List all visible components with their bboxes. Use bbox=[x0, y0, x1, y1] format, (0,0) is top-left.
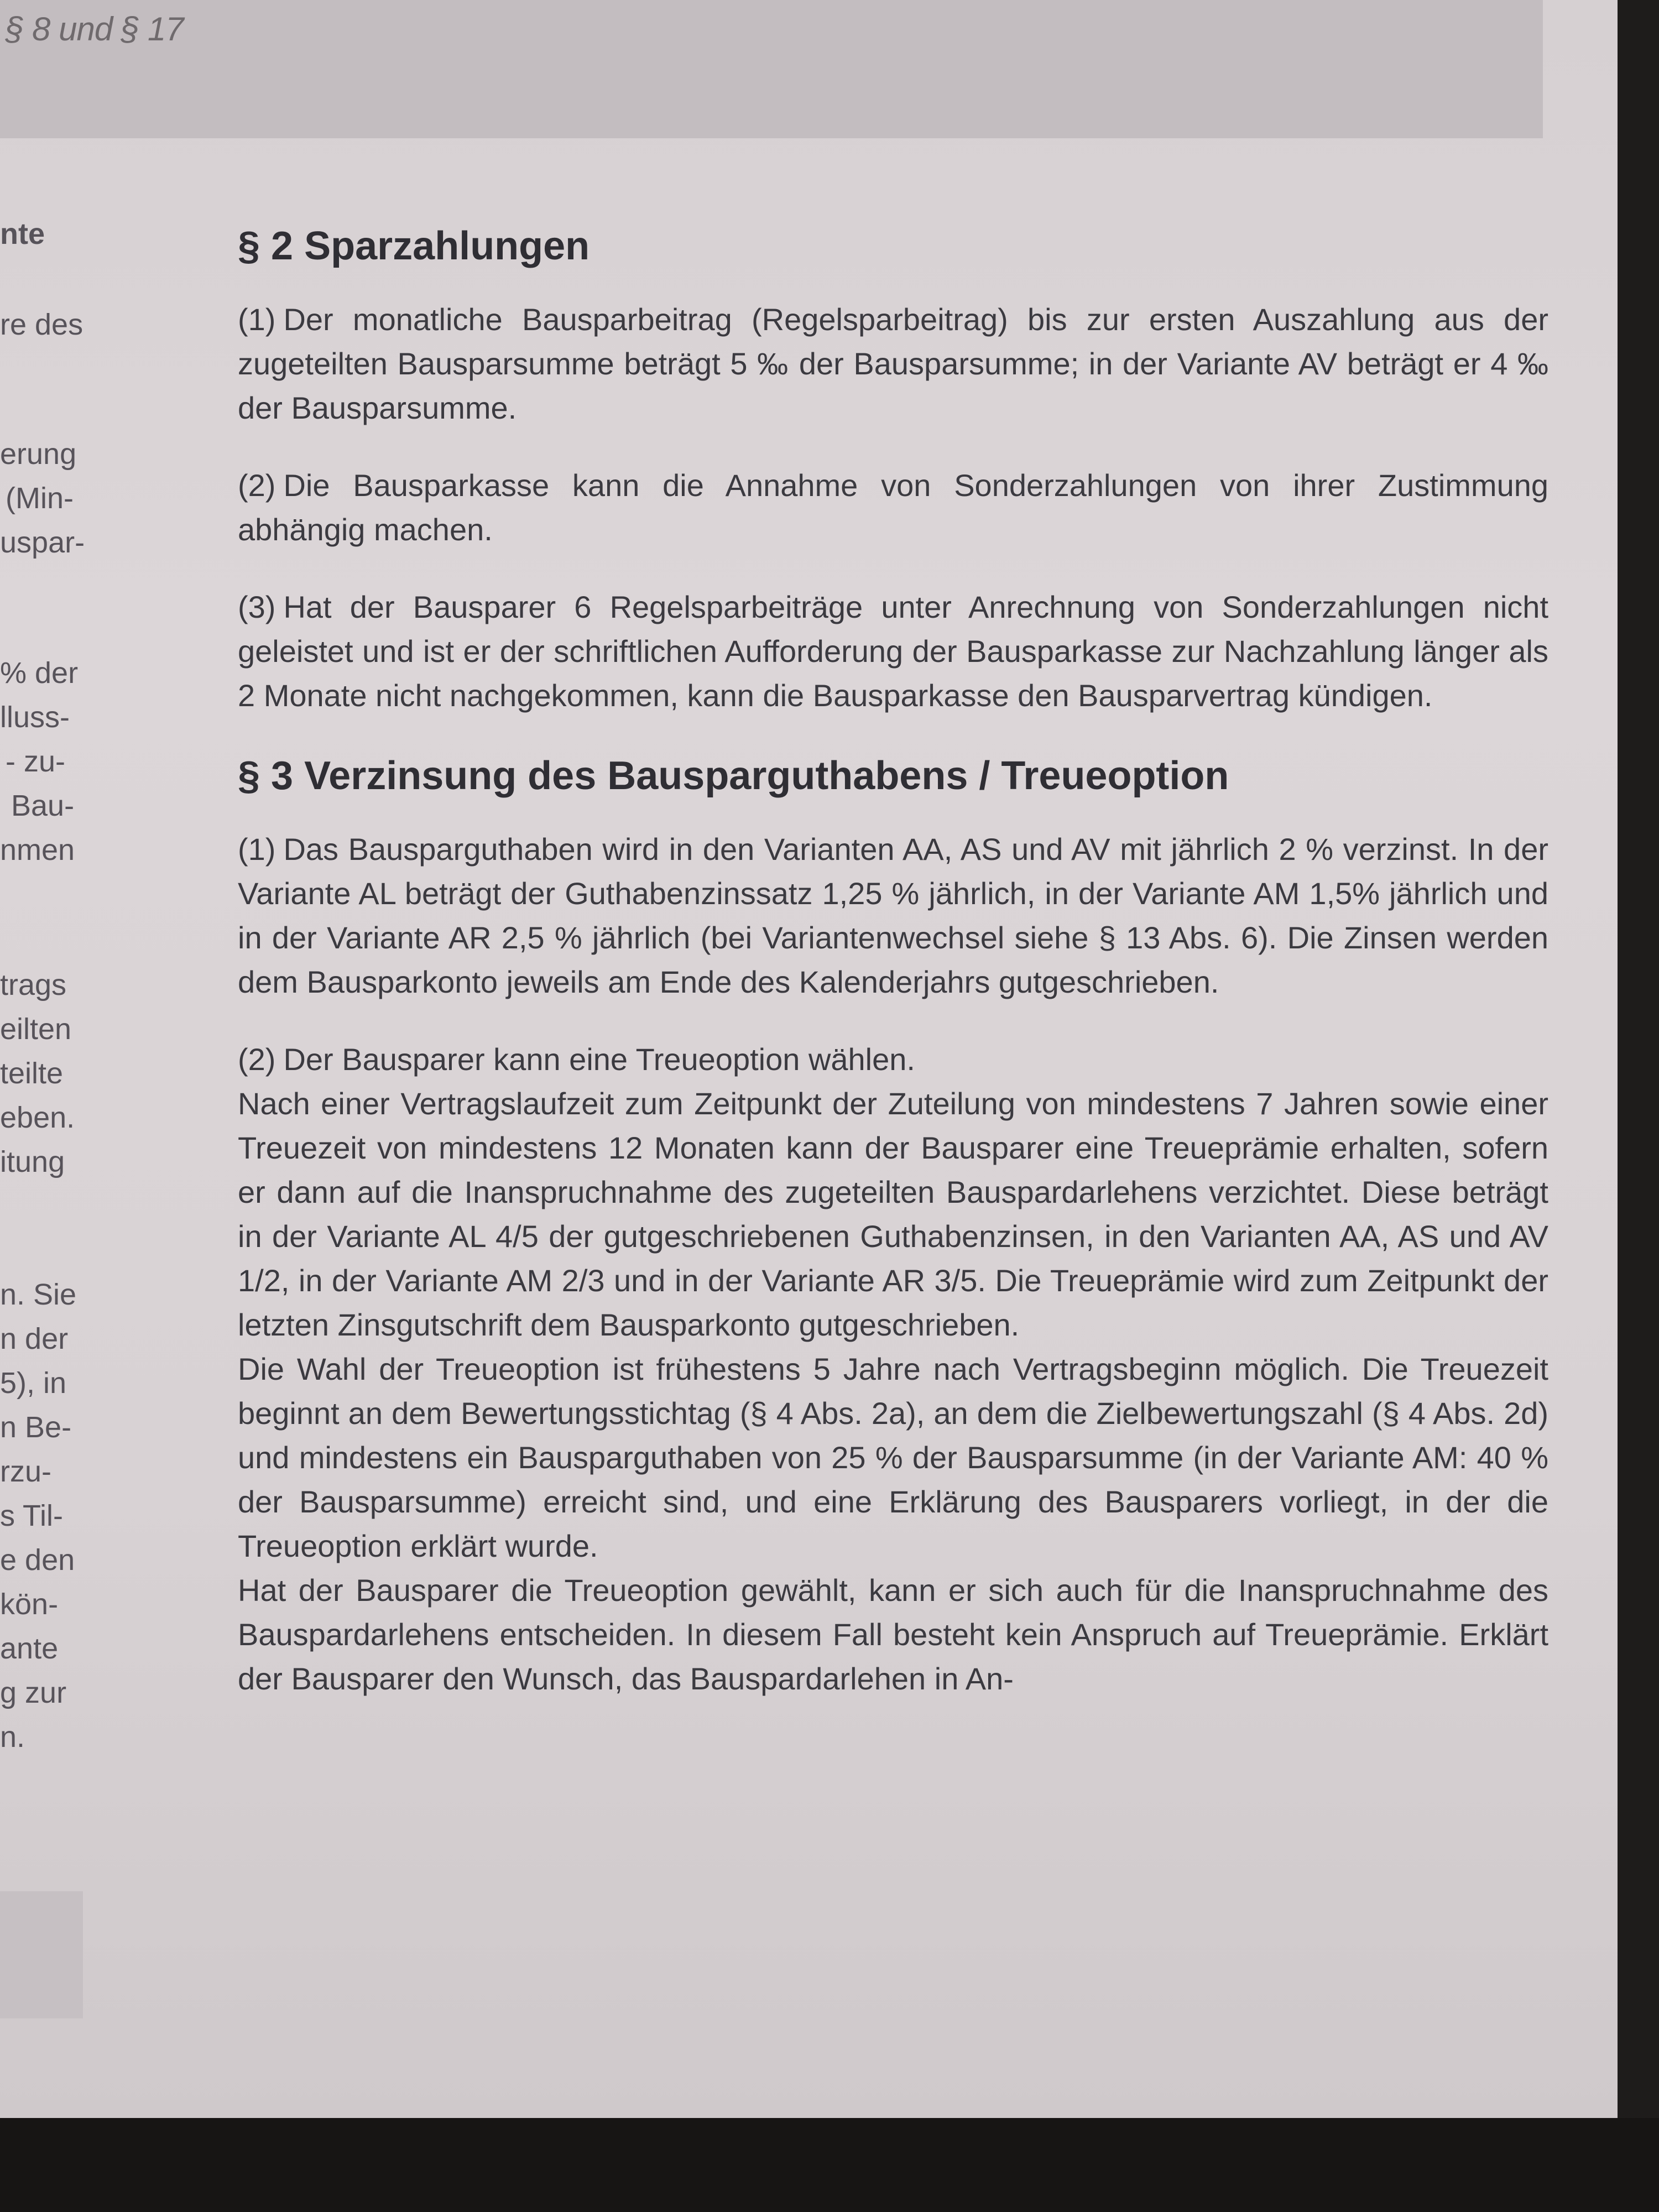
paragraph-continuation: Nach einer Vertragslaufzeit zum Zeitpunkt der Zuteilung von mindestens 7 Jahren sowie einer Treuezeit von mindestens 12 Monaten kann der Bausparer eine Treueprämie erhalten, sofern er dann auf die Inanspruchnahme des zugeteilten Bauspardarlehens verzichtet. Diese beträgt in der Variante AL 4/5 der gutgeschriebenen Guthabenzinsen, in den Varianten AA, AS und AV 1/2, in der Variante AM 2/3 und in der Variante AR 3/5. Die Treueprämie wird zum Zeitpunkt der letzten Zinsgutschrift dem Bausparkonto gutgeschrieben. bbox=[238, 1086, 1548, 1342]
paragraph-text: Der Bausparer kann eine Treueoption wählen. bbox=[283, 1042, 915, 1077]
paragraph bbox=[238, 1037, 1548, 1082]
paragraph-number: (1) bbox=[238, 302, 276, 337]
paragraph-number: (2) bbox=[238, 1042, 276, 1077]
margin-fragment: trags bbox=[0, 968, 67, 1001]
paragraph bbox=[238, 827, 1548, 1004]
paragraph-continuation: Hat der Bausparer die Treueoption gewählt, kann er sich auch für die Inanspruchnahme des Bauspardarlehens entscheiden. In diesem Fall besteht kein Anspruch auf Treueprämie. Erklärt der Bausparer den Wunsch, das Bauspardarlehen in An- bbox=[238, 1573, 1548, 1696]
paragraph-text: Die Bausparkasse kann die Annahme von Sonderzahlungen von ihrer Zustimmung abhängig machen. bbox=[238, 468, 1548, 547]
margin-fragment: eben. bbox=[0, 1101, 75, 1134]
margin-fragment: n Be- bbox=[0, 1411, 72, 1444]
page-edge-shadow bbox=[1618, 0, 1659, 2212]
main-text bbox=[238, 221, 1548, 1734]
header-band bbox=[0, 0, 1543, 138]
margin-fragment: n. Sie bbox=[0, 1278, 77, 1311]
section-heading: § 2 Sparzahlungen bbox=[238, 224, 590, 268]
margin-fragment: - zu- bbox=[6, 745, 65, 778]
margin-fragment: n der bbox=[0, 1322, 69, 1355]
margin-fragment: re des bbox=[0, 308, 84, 341]
margin-fragment: Bau- bbox=[11, 789, 75, 822]
paragraph-number: (2) bbox=[238, 468, 276, 503]
section-heading: § 3 Verzinsung des Bausparguthabens / Treueoption bbox=[238, 754, 1229, 798]
paragraph-number: (1) bbox=[238, 832, 276, 867]
margin-fragment: teilte bbox=[0, 1057, 64, 1090]
background-surface bbox=[0, 2118, 1659, 2212]
paragraph-text: Hat der Bausparer 6 Regelsparbeiträge unter Anrechnung von Sonderzahlungen nicht geleistet und ist er der schriftlichen Aufforderung der Bausparkasse zur Nachzahlung länger als 2 Monate nicht nachgekommen, kann die Bausparkasse den Bausparvertrag kündigen. bbox=[238, 589, 1548, 713]
margin-gray-box bbox=[0, 1891, 83, 2018]
paragraph bbox=[238, 298, 1548, 430]
section-2 bbox=[238, 221, 1548, 718]
section-3 bbox=[238, 751, 1548, 1701]
paragraph-text: Das Bausparguthaben wird in den Varianten AA, AS und AV mit jährlich 2 % verzinst. In der Variante AL beträgt der Guthabenzinssatz 1,25 % jährlich, in der Variante AM 1,5% jährlich und in der Variante AR 2,5 % jährlich (bei Variantenwechsel siehe § 13 Abs. 6). Die Zinsen werden dem Bausparkonto jeweils am Ende des Kalenderjahrs gutgeschrieben. bbox=[238, 832, 1548, 999]
paragraph bbox=[238, 463, 1548, 552]
margin-fragment: itung bbox=[0, 1145, 65, 1178]
margin-fragment: ante bbox=[0, 1632, 59, 1665]
margin-fragment: n. bbox=[0, 1720, 25, 1754]
paragraph-text: Der monatliche Bausparbeitrag (Regelsparbeitrag) bis zur ersten Auszahlung aus der zugeteilten Bausparsumme beträgt 5 ‰ der Bausparsumme; in der Variante AV beträgt er 4 ‰ der Bausparsumme. bbox=[238, 302, 1548, 425]
margin-fragment: eilten bbox=[0, 1013, 72, 1046]
margin-fragment: nte bbox=[0, 217, 45, 251]
margin-fragment: uspar- bbox=[0, 526, 85, 559]
left-margin-column bbox=[0, 0, 166, 2118]
margin-fragment: rzu- bbox=[0, 1455, 51, 1488]
margin-fragment: 5), in bbox=[0, 1366, 67, 1400]
paragraph-continuation: Die Wahl der Treueoption ist frühestens 5 Jahre nach Vertragsbeginn möglich. Die Treuezeit beginnt an dem Bewertungsstichtag (§ 4 Abs. 2a), an dem die Zielbewertungszahl (§ 4 Abs. 2d) und mindestens ein Bausparguthaben von 25 % der Bausparsumme (in der Variante AM: 40 % der Bausparsumme) erreicht sind, und eine Erklärung des Bausparers vorliegt, in der die Treueoption erklärt wurde. bbox=[238, 1352, 1548, 1563]
running-head: § 8 und § 17 bbox=[6, 11, 184, 48]
margin-fragment: kön- bbox=[0, 1588, 59, 1621]
margin-fragment: g zur bbox=[0, 1676, 67, 1709]
margin-fragment: s Til- bbox=[0, 1499, 63, 1532]
margin-fragment: lluss- bbox=[0, 701, 70, 734]
margin-fragment: nmen bbox=[0, 833, 75, 867]
margin-fragment: erung bbox=[0, 437, 77, 471]
margin-fragment: (Min- bbox=[6, 482, 74, 515]
paragraph bbox=[238, 585, 1548, 718]
paragraph-number: (3) bbox=[238, 589, 276, 624]
margin-fragment: e den bbox=[0, 1543, 75, 1577]
margin-fragment: % der bbox=[0, 656, 79, 690]
